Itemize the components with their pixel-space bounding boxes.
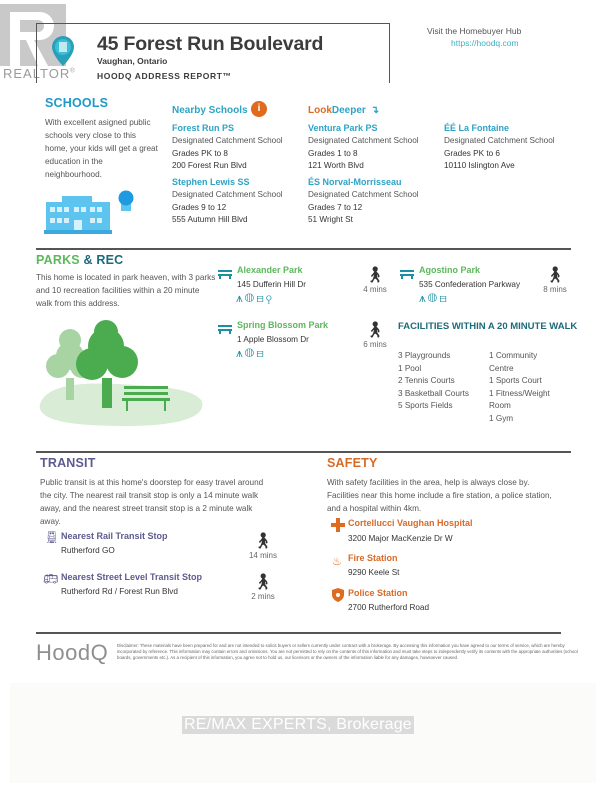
award-ribbon-icon [118,190,134,212]
schools-description: With excellent asigned public schools very close to this home, your kids will get a great education in the neighbourhood. [45,118,158,179]
facilities-list-col2: 1 Community Centre 1 Sports Court 1 Fitness/Weight Room 1 Gym [489,351,550,423]
info-icon[interactable]: i [251,101,267,117]
playground-icon: ⩚ [236,346,245,360]
facilities-heading: FACILITIES WITHIN A 20 MINUTE WALK [398,321,578,332]
realtor-wordmark: REALTOR® [3,66,76,81]
report-label: HOODQ ADDRESS REPORT™ [97,71,232,81]
rail-stop-name: Rutherford GO [61,546,115,555]
safety-description: With safety facilities in the area, help is always close by. Facilities near this home include a fire station, a police station, and a hospital within 4km. [327,478,552,513]
walk-time: 🚶︎ 8 mins [537,265,573,294]
walk-time: 🚶︎ 4 mins [357,265,393,294]
school-item[interactable]: ÉS Norval-Morrisseau Designated Catchment School Grades 7 to 12 51 Wright St [308,177,419,224]
school-item[interactable]: Forest Run PS Designated Catchment School Grades PK to 8 200 Forest Run Blvd [172,123,283,170]
sports-field-icon: ⊟ [439,291,449,305]
school-item[interactable]: ÉÉ La Fontaine Designated Catchment School Grades PK to 6 10110 Islington Ave [444,123,555,170]
school-item[interactable]: Ventura Park PS Designated Catchment School Grades 1 to 8 121 Worth Blvd [308,123,419,170]
school-building-icon [44,192,116,236]
street-stop-name: Rutherford Rd / Forest Run Blvd [61,587,178,596]
bus-icon: 🚌︎ [43,572,59,586]
nearby-schools-label: Nearby Schools [172,105,248,116]
walk-time: 🚶︎ 2 mins [245,572,281,601]
walking-person-icon: 🚶︎ [252,574,274,591]
park-facility-icons [419,291,449,306]
basketball-icon: ◍ [244,291,257,305]
transit-heading: TRANSIT [40,456,96,470]
walking-person-icon: 🚶︎ [544,267,566,284]
park-illustration [36,318,206,428]
basketball-icon: ◍ [427,291,440,305]
bench-icon [218,321,232,330]
schools-heading: SCHOOLS [45,96,109,110]
section-divider [36,248,571,250]
facilities-list-col1: 3 Playgrounds 1 Pool 2 Tennis Courts 3 Basketball Courts 5 Sports Fields [398,351,469,410]
footer-divider [36,632,561,634]
police-station-title: Police Station [348,588,408,598]
police-station-address: 2700 Rutherford Road [348,603,430,612]
homebuyer-hub-label: Visit the Homebuyer Hub [427,26,522,36]
sports-field-icon: ⊟ [256,291,266,305]
walk-time: 🚶︎ 6 mins [357,320,393,349]
disclaimer-text: Disclaimer: These materials have been prepared for and are not intended to solicit buyers or sellers currently under contract with a brokerage. By accessing this information you have agreed to our terms of service, which are hereby incorporated by reference. This information may contain errors and omissions. You are not permitted to rely on the contents of this information and must take steps to independently verify its contents with the appropriate authorities (school boards, governments etc.). As a recipient of this information, you agree not to hold us, our licensors or the owners of the information liable for any damages, howsoever caused. [117,643,578,661]
park-facility-icons [236,346,266,361]
fire-icon: ♨ [332,556,342,568]
bench-icon [218,266,232,275]
fire-station-title: Fire Station [348,553,398,563]
brokerage-name: RE/MAX EXPERTS, Brokerage [184,716,412,733]
address-title: 45 Forest Run Boulevard [97,33,324,55]
map-pin-icon [52,36,74,66]
street-stop-title: Nearest Street Level Transit Stop [61,572,203,582]
walking-person-icon: 🚶︎ [364,267,386,284]
parks-heading: PARKS & REC [36,253,124,267]
transit-description: Public transit is at this home's doorstep for easy travel around the city. The nearest rail transit stop is only a 14 minute walk away, and the nearest street transit stop is a 2 minute walk away. [40,478,264,526]
hoodq-logo: HoodQ [36,640,109,665]
police-shield-icon [332,588,344,602]
playground-icon: ⩚ [236,291,245,305]
walking-person-icon: 🚶︎ [252,533,274,550]
sports-field-icon: ⊟ [256,346,266,360]
homebuyer-hub-link[interactable]: https://hoodq.com [451,38,519,48]
rail-stop-title: Nearest Rail Transit Stop [61,531,168,541]
park-facility-icons [236,291,274,306]
parks-description: This home is located in park heaven, with 3 parks and 10 recreation facilities within a 20 minute walk from this address. [36,273,216,308]
tennis-icon: ⚲ [265,291,274,305]
playground-icon: ⩚ [419,291,428,305]
address-city: Vaughan, Ontario [97,56,168,66]
hospital-address: 3200 Major MacKenzie Dr W [348,534,453,543]
lookdeeper-link[interactable]: LookDeeper ↴ [308,105,380,116]
hospital-title: Cortellucci Vaughan Hospital [348,518,473,528]
train-icon: 🚆︎ [44,530,60,544]
basketball-icon: ◍ [244,346,257,360]
walk-time: 🚶︎ 14 mins [245,531,281,560]
hospital-cross-icon [331,518,345,532]
section-divider [36,451,571,453]
walking-person-icon: 🚶︎ [364,322,386,339]
school-item[interactable]: Stephen Lewis SS Designated Catchment School Grades 9 to 12 555 Autumn Hill Blvd [172,177,283,224]
bench-icon [400,266,414,275]
fire-station-address: 9290 Keele St [348,568,400,577]
arrow-down-icon: ↴ [370,105,380,116]
safety-heading: SAFETY [327,456,378,470]
